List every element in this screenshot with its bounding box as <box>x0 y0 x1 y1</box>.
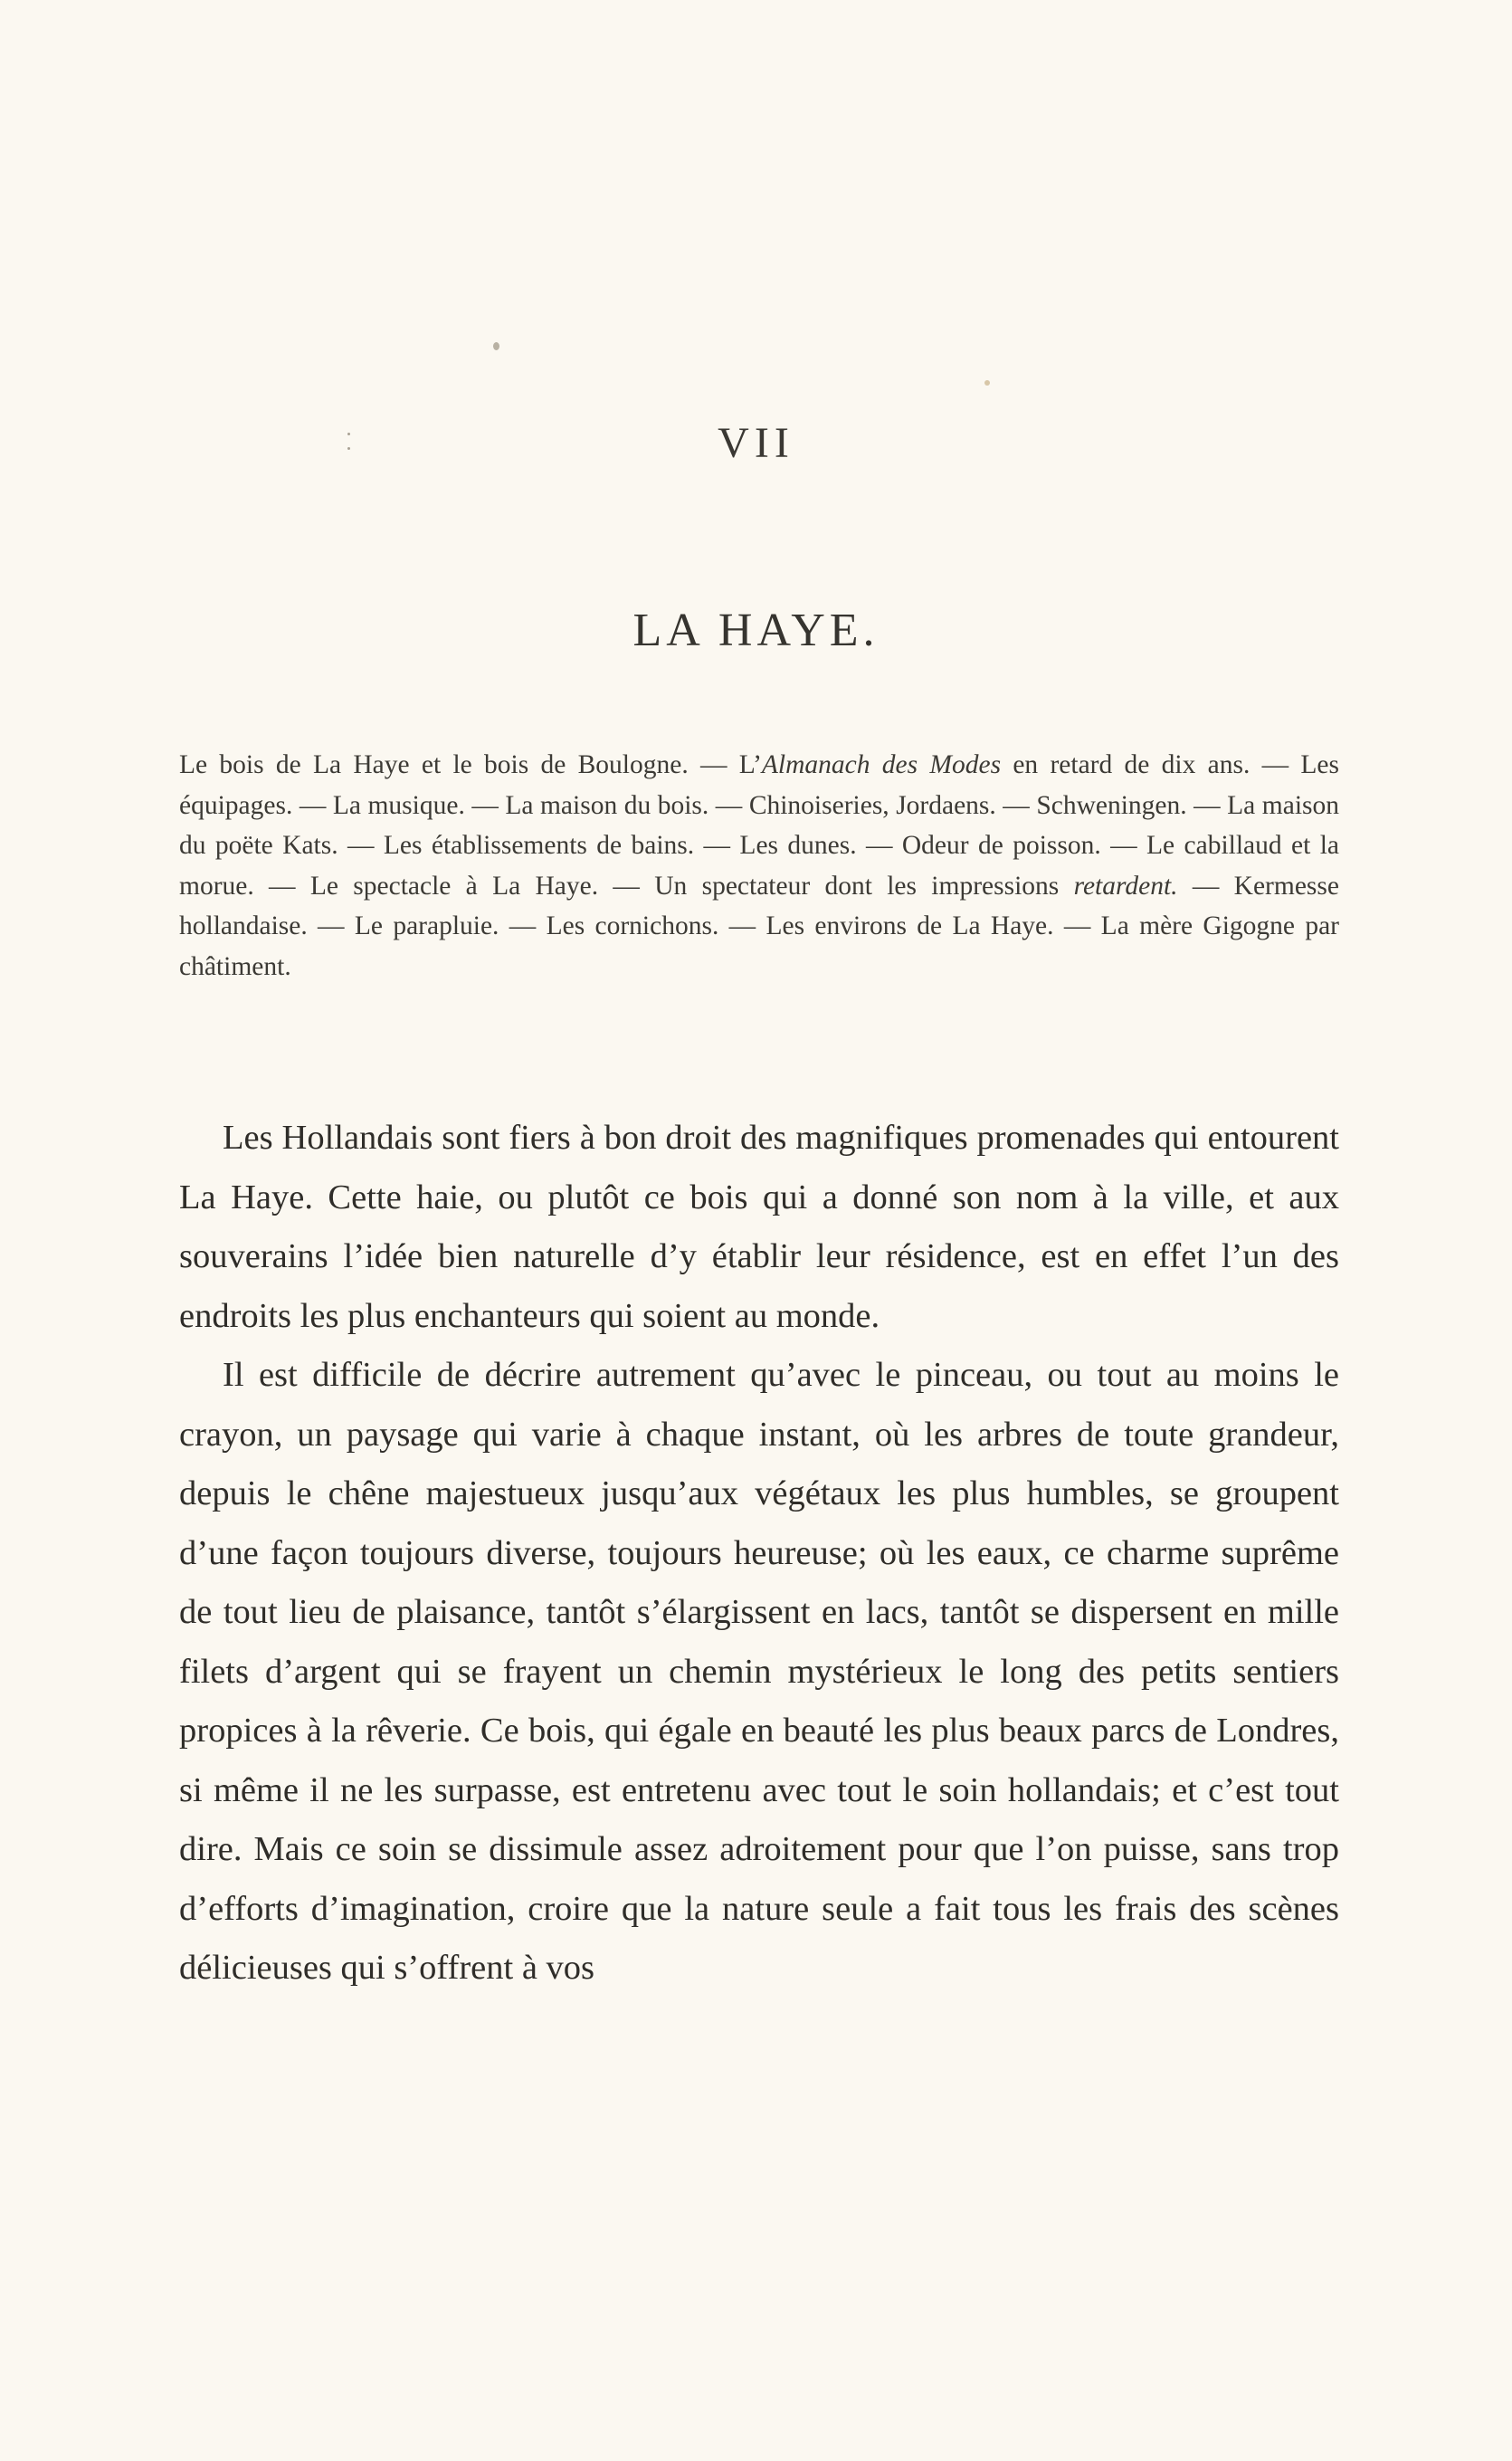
chapter-summary <box>179 745 1339 987</box>
chapter-number: VII <box>718 419 794 467</box>
ink-speck-top <box>493 342 499 350</box>
summary-italic-title: Almanach des Modes <box>761 750 1002 779</box>
summary-text-2: en retard de dix ans. — Les équipages. — La musique. — La maison du bois. — Chinoiseries, Jordaens. — Schweningen. — La maison du poëte Kats. — Les établissements de bains. — Les dunes. — Odeur de poisson. — Le cabillaud et la morue. — Le spectacle à La Haye. — Un spectateur dont les impressions <box>179 750 1339 901</box>
body-text <box>179 1109 1339 1998</box>
summary-text-3: — Kermesse hollandaise. — Le parapluie. — Les cornichons. — Les environs de La Haye. — La mère Gigogne par châtiment. <box>179 871 1339 981</box>
paragraph-2: Il est difficile de décrire autrement qu’avec le pinceau, ou tout au moins le crayon, un paysage qui varie à chaque instant, où les arbres de toute grandeur, depuis le chêne majestueux jusqu’aux végétaux les plus humbles, se groupent d’une façon toujours diverse, toujours heureuse; où les eaux, ce charme suprême de tout lieu de plaisance, tantôt s’élargissent en lacs, tantôt se dispersent en mille filets d’argent qui se frayent un chemin mystérieux le long des petits sentiers propices à la rêverie. Ce bois, qui égale en beauté les plus beaux parcs de Londres, si même il ne les surpasse, est entretenu avec tout le soin hollandais; et c’est tout dire. Mais ce soin se dissimule assez adroitement pour que l’on puisse, sans trop d’efforts d’imagination, croire que la nature seule a fait tous les frais des scènes délicieuses qui s’offrent à vos <box>179 1356 1339 1987</box>
summary-text-1: Le bois de La Haye et le bois de Boulogne. — L’ <box>179 750 762 779</box>
chapter-title: LA HAYE. <box>632 605 880 656</box>
paragraph-1: Les Hollandais sont fiers à bon droit des magnifiques promenades qui entourent La Haye. Cette haie, ou plutôt ce bois qui a donné son nom à la ville, et aux souverains l’idée bien naturelle d’y établir leur résidence, est en effet l’un des endroits les plus enchanteurs qui soient au monde. <box>179 1119 1339 1335</box>
summary-italic-word: retardent. <box>1073 871 1178 901</box>
ink-speck-right <box>984 380 990 386</box>
